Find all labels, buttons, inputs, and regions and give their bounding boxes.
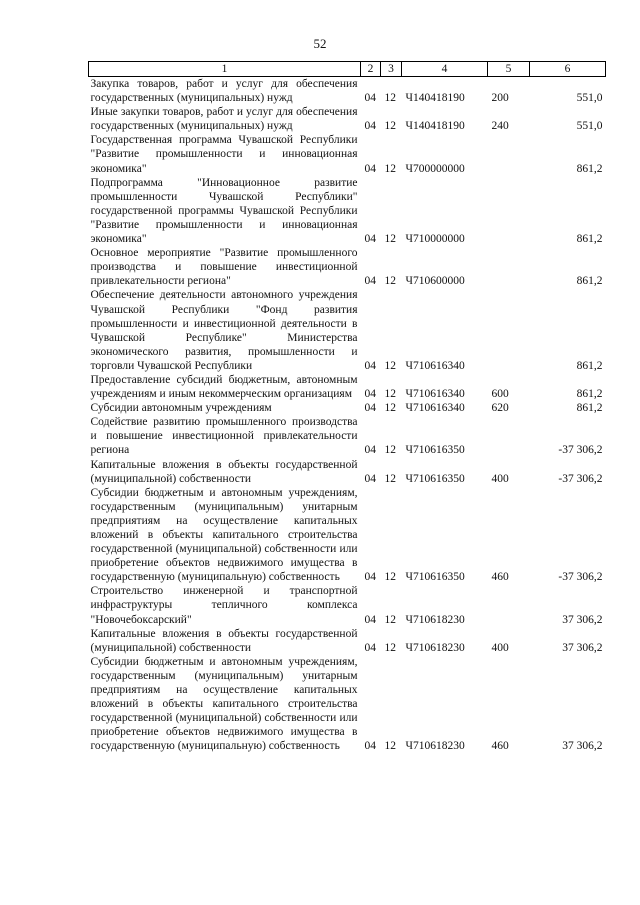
- row-target-article: Ч710618230: [405, 641, 465, 654]
- row-name: Основное мероприятие "Развитие промышленного производства и повышение инвестиционной привлекательности региона": [90, 247, 358, 288]
- row-section: 04: [364, 233, 376, 246]
- row-expense-type: 460: [491, 740, 509, 753]
- table-row: [89, 176, 606, 246]
- row-expense-type: 620: [491, 402, 509, 415]
- row-name: Государственная программа Чувашской Республики "Развитие промышленности и инновационная экономика": [90, 134, 358, 175]
- table-row: [89, 373, 606, 401]
- row-target-article: Ч710618230: [405, 740, 465, 753]
- header-row: [89, 62, 606, 77]
- row-section: 04: [364, 120, 376, 133]
- row-section: 04: [364, 388, 376, 401]
- row-target-article: Ч710618230: [405, 613, 465, 626]
- row-name: Закупка товаров, работ и услуг для обеспечения государственных (муниципальных) нужд: [90, 78, 358, 105]
- row-expense-type: [488, 584, 530, 626]
- table-row: [89, 584, 606, 626]
- table-row: [89, 627, 606, 655]
- row-name: Подпрограмма "Инновационное развитие промышленности Чувашской Республики" государственной программы Чувашской Республики "Развитие промышленности и инновационная экономика": [90, 176, 358, 246]
- row-expense-type: [488, 246, 530, 288]
- row-section: 04: [364, 740, 376, 753]
- header-col-5: 5: [488, 62, 530, 77]
- row-amount: 861,2: [576, 275, 603, 288]
- row-target-article: Ч710616340: [405, 402, 465, 415]
- table-row: [89, 133, 606, 175]
- row-subsection: 12: [384, 613, 396, 626]
- row-name: Субсидии бюджетным и автономным учреждениям, государственным (муниципальным) унитарным предприятиям на осуществление капитальных вложений в объекты капитального строительства государственной (муниципальной) собственности или приобретение объектов недвижимого имущества в государственную (муниципальную) собственность: [90, 486, 358, 584]
- row-target-article: Ч710616340: [405, 388, 465, 401]
- row-target-article: Ч710616340: [405, 359, 465, 372]
- row-subsection: 12: [384, 233, 396, 246]
- header-col-4: 4: [402, 62, 488, 77]
- row-subsection: 12: [384, 641, 396, 654]
- row-target-article: Ч140418190: [405, 120, 465, 133]
- table-row: [89, 77, 606, 106]
- table-body: [89, 77, 606, 754]
- row-expense-type: 240: [491, 120, 509, 133]
- header-col-2: 2: [361, 62, 381, 77]
- table-header: [89, 62, 606, 77]
- row-name: Строительство инженерной и транспортной инфраструктуры тепличного комплекса "Новочебоксарский": [90, 585, 358, 626]
- row-subsection: 12: [384, 388, 396, 401]
- row-subsection: 12: [384, 120, 396, 133]
- row-expense-type: 200: [491, 92, 509, 105]
- row-expense-type: 400: [491, 641, 509, 654]
- row-expense-type: 400: [491, 472, 509, 485]
- row-expense-type: [488, 288, 530, 373]
- row-expense-type: 460: [491, 571, 509, 584]
- row-expense-type: [488, 133, 530, 175]
- row-section: 04: [364, 359, 376, 372]
- row-target-article: Ч140418190: [405, 92, 465, 105]
- row-amount: 37 306,2: [562, 613, 603, 626]
- row-amount: -37 306,2: [558, 571, 603, 584]
- row-section: 04: [364, 472, 376, 485]
- header-col-3: 3: [381, 62, 402, 77]
- row-amount: -37 306,2: [558, 444, 603, 457]
- row-target-article: Ч710000000: [405, 233, 465, 246]
- row-amount: 861,2: [576, 402, 603, 415]
- row-target-article: Ч710616350: [405, 571, 465, 584]
- row-subsection: 12: [384, 402, 396, 415]
- row-amount: 861,2: [576, 359, 603, 372]
- row-target-article: Ч700000000: [405, 162, 465, 175]
- row-name: Субсидии автономным учреждениям: [90, 402, 272, 415]
- table-row: [89, 288, 606, 373]
- row-amount: -37 306,2: [558, 472, 603, 485]
- row-amount: 37 306,2: [562, 740, 603, 753]
- row-target-article: Ч710616350: [405, 444, 465, 457]
- row-section: 04: [364, 613, 376, 626]
- row-subsection: 12: [384, 740, 396, 753]
- row-name: Субсидии бюджетным и автономным учреждениям, государственным (муниципальным) унитарным предприятиям на осуществление капитальных вложений в объекты капитального строительства государственной (муниципальной) собственности или приобретение объектов недвижимого имущества в государственную (муниципальную) собственность: [90, 655, 358, 753]
- table-row: [89, 105, 606, 133]
- header-col-6: 6: [530, 62, 606, 77]
- table-row: [89, 486, 606, 585]
- row-subsection: 12: [384, 444, 396, 457]
- row-subsection: 12: [384, 571, 396, 584]
- table-row: [89, 401, 606, 415]
- table-row: [89, 458, 606, 486]
- row-expense-type: 600: [491, 388, 509, 401]
- row-subsection: 12: [384, 92, 396, 105]
- row-section: 04: [364, 162, 376, 175]
- row-amount: 551,0: [576, 120, 603, 133]
- header-col-1: 1: [89, 62, 361, 77]
- row-section: 04: [364, 402, 376, 415]
- row-section: 04: [364, 571, 376, 584]
- row-expense-type: [488, 176, 530, 246]
- row-name: Содействие развитию промышленного производства и повышение инвестиционной привлекательности региона: [90, 416, 358, 457]
- row-amount: 861,2: [576, 162, 603, 175]
- row-name: Предоставление субсидий бюджетным, автономным учреждениям и иным некоммерческим организациям: [90, 373, 358, 401]
- row-name: Обеспечение деятельности автономного учреждения Чувашской Республики "Фонд развития промышленности и инвестиционной деятельности в Чувашской Республике" Министерства экономического развития, промышленности и торговли Чувашской Республики: [90, 289, 358, 372]
- row-target-article: Ч710600000: [405, 275, 465, 288]
- row-name: Иные закупки товаров, работ и услуг для обеспечения государственных (муниципальных) нужд: [90, 106, 358, 133]
- row-amount: 861,2: [576, 233, 603, 246]
- row-section: 04: [364, 444, 376, 457]
- row-section: 04: [364, 275, 376, 288]
- row-subsection: 12: [384, 472, 396, 485]
- row-subsection: 12: [384, 359, 396, 372]
- row-amount: 551,0: [576, 92, 603, 105]
- row-amount: 37 306,2: [562, 641, 603, 654]
- row-name: Капитальные вложения в объекты государственной (муниципальной) собственности: [90, 627, 358, 654]
- row-target-article: Ч710616350: [405, 472, 465, 485]
- row-section: 04: [364, 641, 376, 654]
- row-expense-type: [488, 415, 530, 457]
- table-row: [89, 415, 606, 457]
- row-amount: 861,2: [576, 388, 603, 401]
- row-subsection: 12: [384, 162, 396, 175]
- row-subsection: 12: [384, 275, 396, 288]
- table-row: [89, 655, 606, 754]
- budget-table: [88, 61, 606, 754]
- row-section: 04: [364, 92, 376, 105]
- page-number: 52: [313, 36, 327, 51]
- table-row: [89, 246, 606, 288]
- row-name: Капитальные вложения в объекты государственной (муниципальной) собственности: [90, 458, 358, 485]
